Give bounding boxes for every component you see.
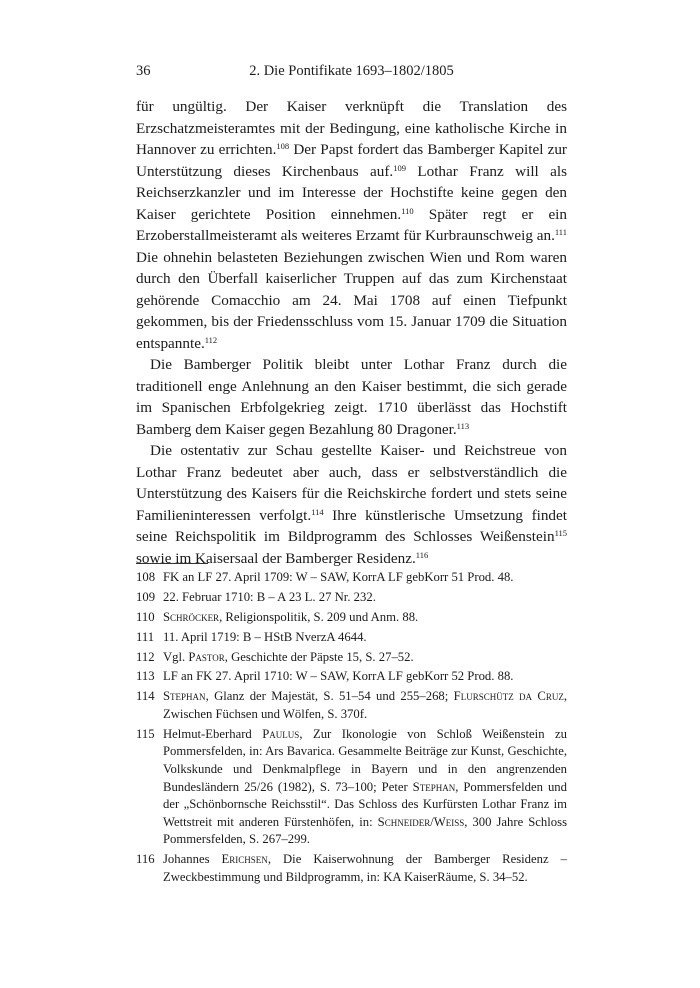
text-run: Helmut-Eberhard — [163, 726, 263, 741]
footnote-ref: 108 — [276, 141, 290, 151]
footnote-text — [163, 668, 567, 686]
text-run: Ihre künstlerische Umsetzung findet seine Reichspolitik im Bildprogramm des Schlosses Weißenstein — [136, 506, 567, 545]
text-run: Die Bamberger Politik bleibt unter Lothar Franz durch die traditionell enge Anlehnung an den Kaiser bestimmt, die sich gerade im Spanischen Erbfolgekrieg zeigt. 1710 überlässt das Hochstift Bamberg dem Kaiser gegen Bezahlung 80 Dragoner. — [136, 356, 567, 438]
footnote-number: 110 — [136, 609, 155, 624]
author-name: Stephan — [163, 689, 206, 704]
footnote — [136, 609, 567, 627]
footnote — [136, 569, 567, 587]
footnote — [136, 851, 567, 886]
footnote-number: 109 — [136, 589, 156, 604]
footnote-number: 113 — [136, 669, 155, 684]
footnote-ref: 110 — [401, 205, 414, 216]
text-run: Lothar Franz will als Reichserzkanzler und im Interesse der Hochstifte keine gegen den Kaiser gerichtete Position einnehmen. — [136, 162, 568, 223]
footnote-number: 114 — [136, 689, 155, 704]
footnote-ref: 113 — [456, 420, 470, 431]
footnote-text — [163, 649, 567, 667]
footnote-number: 112 — [136, 649, 155, 664]
main-text — [136, 96, 567, 569]
author-name: Erichsen — [221, 852, 268, 867]
footnote-number: 111 — [136, 629, 155, 644]
paragraph — [136, 440, 567, 569]
text-run: LF an FK 27. April 1710: W – SAW, KorrA LF gebKorr 52 Prod. 88. — [163, 669, 514, 684]
text-run: Der Papst fordert das Bamberger Kapitel zur Unterstützung dieses Kirchenbaus auf. — [136, 141, 567, 180]
footnotes — [136, 569, 567, 889]
footnote — [136, 726, 567, 849]
footnote — [136, 688, 567, 723]
footnote-ref: 109 — [393, 162, 406, 173]
footnote-number: 115 — [136, 726, 155, 741]
footnote-ref: 116 — [415, 549, 429, 560]
text-run: für ungültig. Der Kaiser verknüpft die Translation des Erzschatzmeisteramtes mit der Bedingung, eine katholische Kirche in Hannover zu errichten. — [136, 98, 567, 158]
text-run: Die ostentativ zur Schau gestellte Kaiser- und Reichstreue von Lothar Franz bedeutet aber auch, dass er selbstverständlich die Unterstützung des Kaisers für die Reichskirche fordert und stets seine Familieninteressen verfolgt. — [136, 442, 567, 524]
text-run: Vgl. — [163, 649, 189, 664]
footnote-divider — [136, 563, 208, 564]
footnote-text — [163, 609, 567, 627]
text-run: 11. April 1719: B – HStB NverzA 4644. — [163, 629, 367, 644]
text-run: , Religionspolitik, S. 209 und Anm. 88. — [219, 609, 419, 624]
footnote-text — [163, 629, 567, 647]
author-name: Stephan — [412, 779, 456, 794]
author-name: Schneider/Weiss — [377, 814, 465, 829]
text-run: FK an LF 27. April 1709: W – SAW, KorrA LF gebKorr 51 Prod. 48. — [163, 570, 514, 584]
text-run: , Geschichte der Päpste 15, S. 27–52. — [224, 649, 414, 664]
page-number: 36 — [136, 63, 151, 79]
running-head: 2. Die Pontifikate 1693–1802/1805 — [249, 63, 454, 79]
text-run: , Pommersfelden und der „Schönbornsche Reichsstil“. Das Schloss des Kurfürsten Lothar Franz im Wettstreit mit anderen Fürstenhöfen, in: — [163, 779, 567, 829]
footnote-text — [163, 851, 567, 886]
text-run: , Die Kaiserwohnung der Bamberger Residenz – Zweckbestimmung und Bildprogramm, in: KA KaiserRäume, S. 34–52. — [163, 852, 567, 884]
paragraph — [136, 96, 567, 354]
page-header — [136, 63, 567, 83]
footnote-text — [163, 569, 567, 587]
author-name: Pastor — [188, 649, 225, 664]
footnote-text — [163, 589, 567, 607]
footnote — [136, 589, 567, 607]
footnote-text — [163, 726, 567, 849]
footnote-text — [163, 688, 567, 723]
text-run: Johannes — [163, 852, 222, 867]
author-name: Paulus — [262, 726, 300, 741]
author-name: Flurschütz da Cruz — [453, 689, 564, 704]
footnote — [136, 629, 567, 647]
author-name: Schröcker — [163, 609, 220, 624]
text-run: , 300 Jahre Schloss Pommersfelden, S. 267–299. — [163, 814, 568, 847]
footnote — [136, 649, 567, 667]
footnote-ref: 114 — [311, 506, 324, 517]
text-run: 22. Februar 1710: B – A 23 L. 27 Nr. 232. — [163, 589, 376, 604]
text-run: Später regt er ein Erzoberstallmeisteramt als weiteres Erzamt für Kurbraunschweig an. — [136, 205, 567, 244]
text-run: , Glanz der Majestät, S. 51–54 und 255–268; — [205, 689, 454, 704]
text-run: , Zwischen Füchsen und Wölfen, S. 370f. — [163, 689, 567, 721]
text-run: Die ohnehin belasteten Beziehungen zwischen Wien und Rom waren durch den Überfall kaiserlicher Truppen auf das zum Kirchenstaat gehörende Comacchio am 24. Mai 1708 auf einen Tiefpunkt gekommen, bis der Friedensschluss vom 15. Januar 1709 die Situation entspannte. — [136, 248, 567, 352]
footnote-number: 116 — [136, 852, 155, 867]
footnote-ref: 112 — [204, 334, 218, 345]
footnote-number: 108 — [136, 570, 156, 584]
footnote-ref: 111 — [554, 227, 567, 237]
footnote-ref: 115 — [554, 528, 567, 538]
text-run: , Zur Ikonologie von Schloß Weißenstein zu Pommersfelden, in: Ars Bavarica. Gesammelte Beiträge zur Kunst, Geschichte, Volkskunde und Denkmalpflege in Bayern und in den angrenzenden Bundesländern 25/26 (1982), S. 73–100; Peter — [163, 726, 567, 794]
footnote — [136, 668, 567, 686]
text-run: sowie im Kaisersaal der Bamberger Residenz. — [136, 549, 416, 567]
paragraph — [136, 354, 567, 440]
